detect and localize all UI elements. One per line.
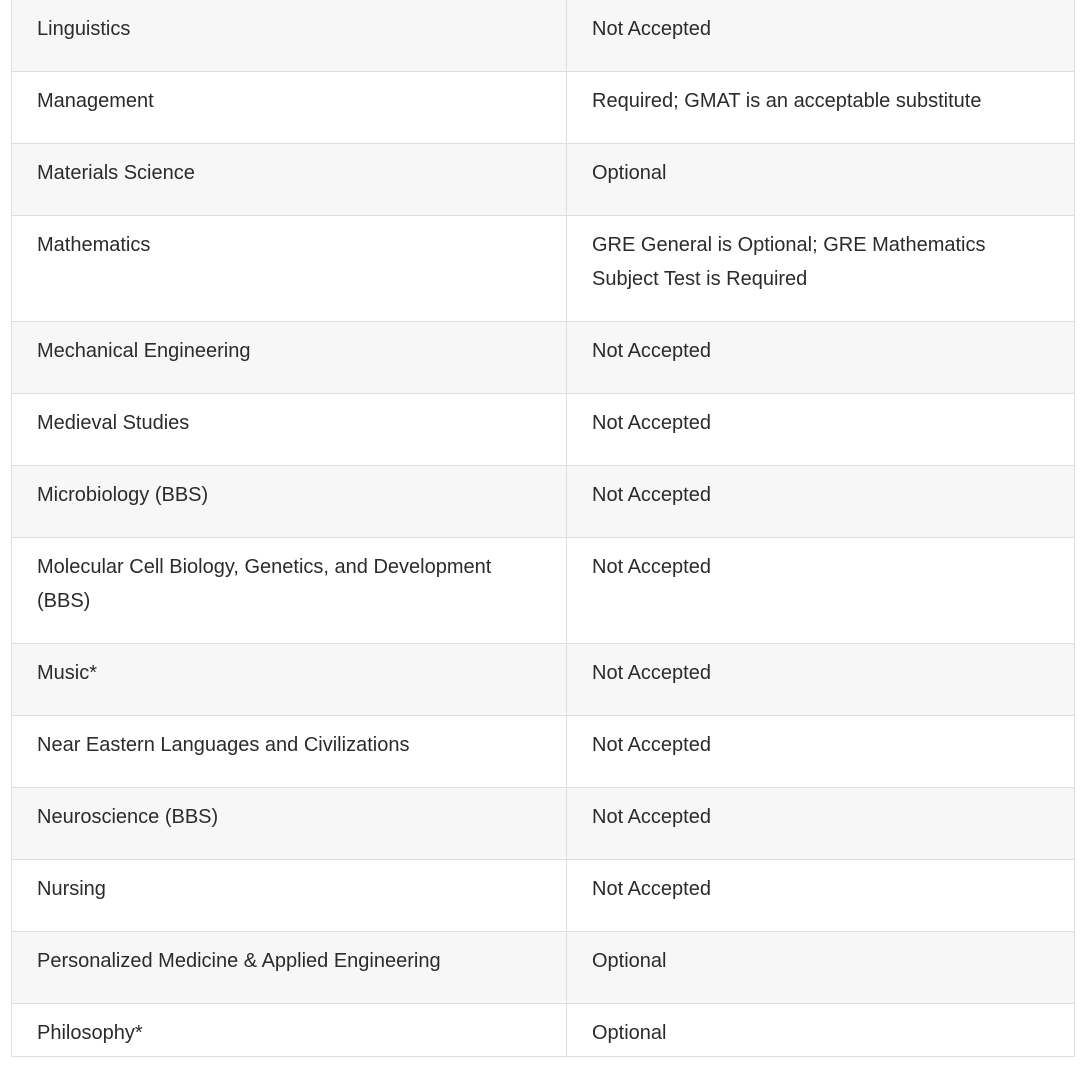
program-cell: Neuroscience (BBS) [12,788,567,860]
table-row [12,932,1075,1004]
program-cell: Philosophy* [12,1004,567,1057]
requirement-cell: Not Accepted [567,538,1075,644]
program-cell: Near Eastern Languages and Civilizations [12,716,567,788]
requirement-cell: Optional [567,144,1075,216]
table-row [12,72,1075,144]
program-cell: Molecular Cell Biology, Genetics, and Development (BBS) [12,538,567,644]
table-row [12,394,1075,466]
table-row [12,644,1075,716]
requirement-cell: Not Accepted [567,322,1075,394]
program-cell: Linguistics [12,0,567,72]
table-row [12,466,1075,538]
requirement-cell: Not Accepted [567,394,1075,466]
requirement-cell: Not Accepted [567,860,1075,932]
program-cell: Microbiology (BBS) [12,466,567,538]
requirement-cell: Optional [567,932,1075,1004]
table-row [12,0,1075,72]
requirement-cell: Not Accepted [567,644,1075,716]
table-row [12,1004,1075,1057]
table-row [12,144,1075,216]
program-cell: Nursing [12,860,567,932]
program-cell: Personalized Medicine & Applied Engineering [12,932,567,1004]
requirement-cell: Not Accepted [567,716,1075,788]
requirement-cell: Not Accepted [567,466,1075,538]
program-cell: Mathematics [12,216,567,322]
requirement-cell: GRE General is Optional; GRE Mathematics Subject Test is Required [567,216,1075,322]
table-row [12,538,1075,644]
program-cell: Management [12,72,567,144]
table-row [12,322,1075,394]
requirement-cell: Not Accepted [567,0,1075,72]
program-cell: Medieval Studies [12,394,567,466]
requirements-table-container [11,0,1074,1057]
table-row [12,716,1075,788]
table-row [12,860,1075,932]
program-cell: Music* [12,644,567,716]
gre-requirements-table [11,0,1075,1057]
program-cell: Materials Science [12,144,567,216]
requirement-cell: Optional [567,1004,1075,1057]
requirement-cell: Required; GMAT is an acceptable substitute [567,72,1075,144]
table-row [12,788,1075,860]
requirement-cell: Not Accepted [567,788,1075,860]
program-cell: Mechanical Engineering [12,322,567,394]
table-row [12,216,1075,322]
